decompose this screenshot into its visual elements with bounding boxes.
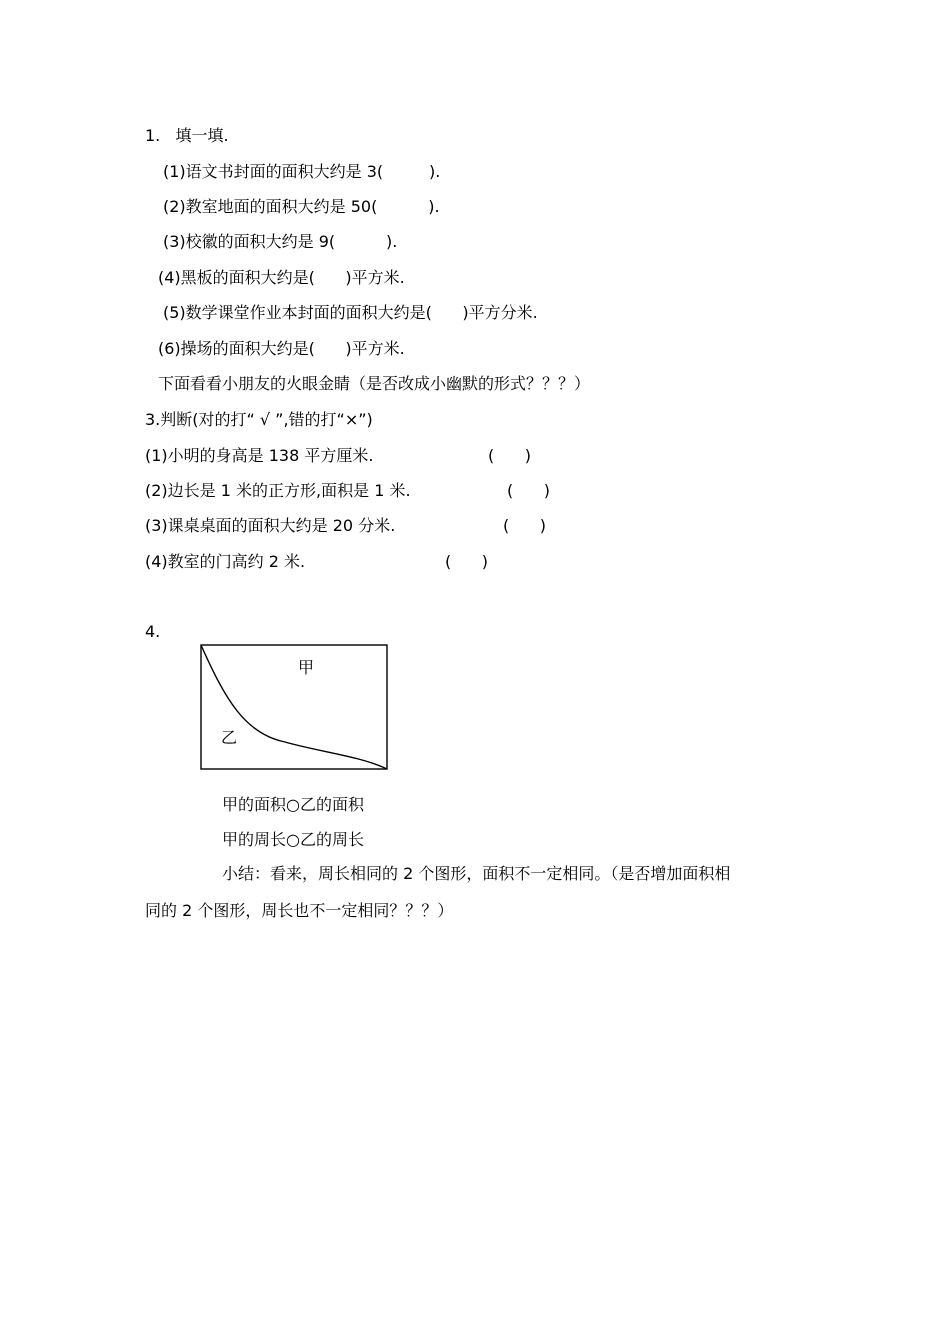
q3-item-1: (1)小明的身高是 138 平方厘米. [145, 446, 374, 465]
q3-answer-bracket-3: ( ) [503, 516, 546, 535]
q1-item-4: (4)黑板的面积大约是( )平方米. [158, 268, 405, 287]
compare-area: 甲的面积○乙的面积 [222, 795, 364, 814]
q3-title: 3.判断(对的打“ √ ”,错的打“×”) [145, 410, 373, 429]
section-note: 下面看看小朋友的火眼金睛（是否改成小幽默的形式？？？） [158, 374, 591, 393]
figure-label-jia: 甲 [298, 658, 315, 677]
q3-item-3: (3)课桌桌面的面积大约是 20 分米. [145, 516, 396, 535]
q1-item-1: (1)语文书封面的面积大约是 3( ). [163, 162, 441, 181]
q1-item-2: (2)教室地面的面积大约是 50( ). [163, 197, 440, 216]
q1-title: 1. 填一填. [145, 126, 229, 145]
figure-dividing-curve [201, 645, 387, 769]
q4-title: 4. [145, 622, 161, 641]
q3-item-4: (4)教室的门高约 2 米. [145, 552, 306, 571]
q1-item-5: (5)数学课堂作业本封面的面积大约是( )平方分米. [163, 303, 538, 322]
q3-answer-bracket-1: ( ) [488, 446, 531, 465]
summary-line-1: 小结：看来，周长相同的 2 个图形，面积不一定相同。（是否增加面积相 [222, 864, 731, 883]
q3-answer-bracket-2: ( ) [507, 481, 550, 500]
figure-label-yi: 乙 [221, 728, 238, 747]
figure-rectangle [201, 645, 387, 769]
q1-item-6: (6)操场的面积大约是( )平方米. [158, 339, 405, 358]
compare-perimeter: 甲的周长○乙的周长 [222, 830, 364, 849]
q3-item-2: (2)边长是 1 米的正方形,面积是 1 米. [145, 481, 411, 500]
area-figure [200, 644, 390, 776]
summary-line-2: 同的 2 个图形，周长也不一定相同？？？） [145, 901, 454, 920]
q3-answer-bracket-4: ( ) [445, 552, 488, 571]
rectangle-curve-diagram [200, 644, 390, 772]
q1-item-3: (3)校徽的面积大约是 9( ). [163, 232, 398, 251]
